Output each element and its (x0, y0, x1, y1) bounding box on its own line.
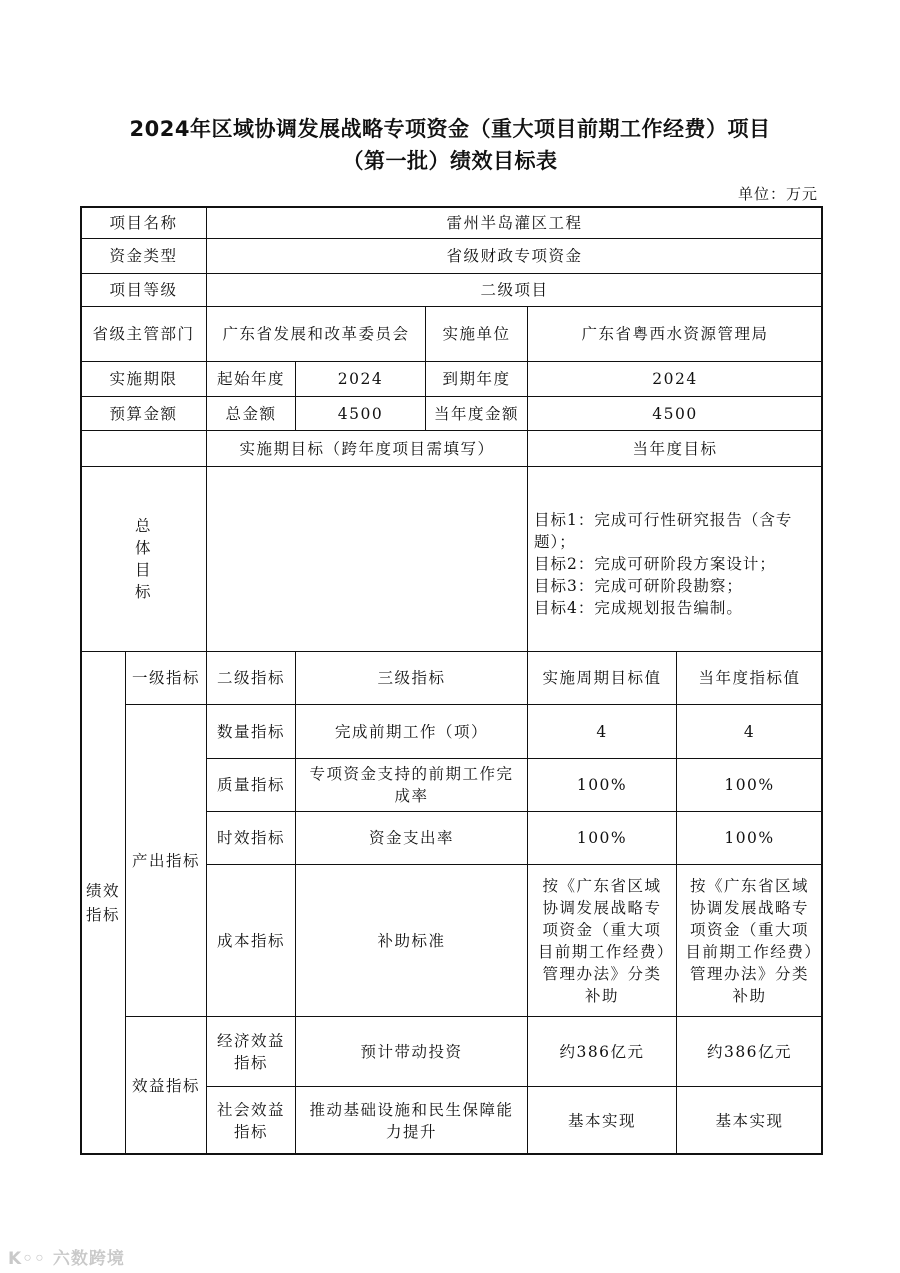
overall-goal-char: 总 (134, 517, 152, 535)
start-year-value: 2024 (295, 361, 426, 397)
title-line-2: （第一批）绩效目标表 (342, 149, 558, 173)
indicator-year-value: 基本实现 (676, 1086, 823, 1155)
project-level-label: 项目等级 (80, 273, 207, 307)
period-goal-content (206, 466, 528, 652)
current-amount-label: 当年度金额 (425, 396, 528, 431)
indicator-l2: 成本指标 (206, 864, 296, 1017)
goal-header-blank (80, 430, 207, 467)
start-year-label: 起始年度 (206, 361, 296, 397)
indicator-year-value: 100% (676, 811, 823, 865)
header-level1: 一级指标 (125, 651, 207, 705)
period-label: 实施期限 (80, 361, 207, 397)
goal-item: 目标1：完成可行性研究报告（含专 (534, 511, 793, 529)
indicator-period-value: 4 (527, 704, 677, 759)
indicator-l2: 社会效益指标 (206, 1086, 296, 1155)
indicator-period-value: 基本实现 (527, 1086, 677, 1155)
project-level-value: 二级项目 (206, 273, 823, 307)
performance-table (80, 206, 823, 1155)
goal-item: 目标4：完成规划报告编制。 (534, 599, 743, 617)
benefit-indicators-label: 效益指标 (125, 1016, 207, 1155)
indicator-l2: 质量指标 (206, 758, 296, 812)
indicator-year-value: 100% (676, 758, 823, 812)
indicator-year-value: 约386亿元 (676, 1016, 823, 1087)
fund-type-value: 省级财政专项资金 (206, 238, 823, 274)
header-period-value: 实施周期目标值 (527, 651, 677, 705)
indicator-year-value: 按《广东省区域协调发展战略专项资金（重大项目前期工作经费）管理办法》分类补助 (676, 864, 823, 1017)
performance-indicators-label (80, 651, 126, 1155)
indicator-l3: 完成前期工作（项） (295, 704, 528, 759)
indicator-l2: 时效指标 (206, 811, 296, 865)
overall-goal-char: 目 (134, 561, 152, 579)
header-level2: 二级指标 (206, 651, 296, 705)
watermark (8, 1244, 125, 1269)
year-goal-content (527, 466, 823, 652)
indicator-l3: 预计带动投资 (295, 1016, 528, 1087)
page-title (0, 113, 900, 177)
dept-label: 省级主管部门 (80, 306, 207, 362)
current-amount-value: 4500 (527, 396, 823, 431)
overall-goal-char: 标 (134, 583, 152, 601)
budget-label: 预算金额 (80, 396, 207, 431)
overall-goal-char: 体 (134, 539, 152, 557)
indicator-year-value: 4 (676, 704, 823, 759)
impl-unit-value: 广东省粤西水资源管理局 (527, 306, 823, 362)
indicator-period-value: 约386亿元 (527, 1016, 677, 1087)
indicator-period-value: 100% (527, 758, 677, 812)
end-year-label: 到期年度 (425, 361, 528, 397)
header-level3: 三级指标 (295, 651, 528, 705)
indicator-period-value: 按《广东省区域协调发展战略专项资金（重大项目前期工作经费）管理办法》分类补助 (527, 864, 677, 1017)
indicator-period-value: 100% (527, 811, 677, 865)
indicator-l3: 推动基础设施和民生保障能力提升 (295, 1086, 528, 1155)
indicator-l2: 数量指标 (206, 704, 296, 759)
impl-unit-label: 实施单位 (425, 306, 528, 362)
project-name-label: 项目名称 (80, 206, 207, 239)
total-amount-label: 总金额 (206, 396, 296, 431)
indicator-l2: 经济效益指标 (206, 1016, 296, 1087)
total-amount-value: 4500 (295, 396, 426, 431)
goal-item: 目标2：完成可研阶段方案设计； (534, 555, 776, 573)
fund-type-label: 资金类型 (80, 238, 207, 274)
dept-value: 广东省发展和改革委员会 (206, 306, 426, 362)
watermark-logo-icon: K◦◦ (8, 1249, 53, 1269)
watermark-text: 六数跨境 (52, 1249, 125, 1269)
project-name-value: 雷州半岛灌区工程 (206, 206, 823, 239)
indicator-l3: 补助标准 (295, 864, 528, 1017)
indicator-l3: 专项资金支持的前期工作完成率 (295, 758, 528, 812)
section-label-text: 绩效指标 (86, 882, 121, 924)
unit-label: 单位：万元 (737, 185, 818, 203)
title-line-1: 2024年区域协调发展战略专项资金（重大项目前期工作经费）项目 (129, 117, 771, 141)
goal-item: 题）； (534, 533, 576, 551)
output-indicators-label: 产出指标 (125, 704, 207, 1017)
header-year-value: 当年度指标值 (676, 651, 823, 705)
year-goal-header: 当年度目标 (527, 430, 823, 467)
indicator-l3: 资金支出率 (295, 811, 528, 865)
overall-goal-label (80, 466, 207, 652)
end-year-value: 2024 (527, 361, 823, 397)
period-goal-header: 实施期目标（跨年度项目需填写） (206, 430, 528, 467)
goal-item: 目标3：完成可研阶段勘察； (534, 577, 743, 595)
